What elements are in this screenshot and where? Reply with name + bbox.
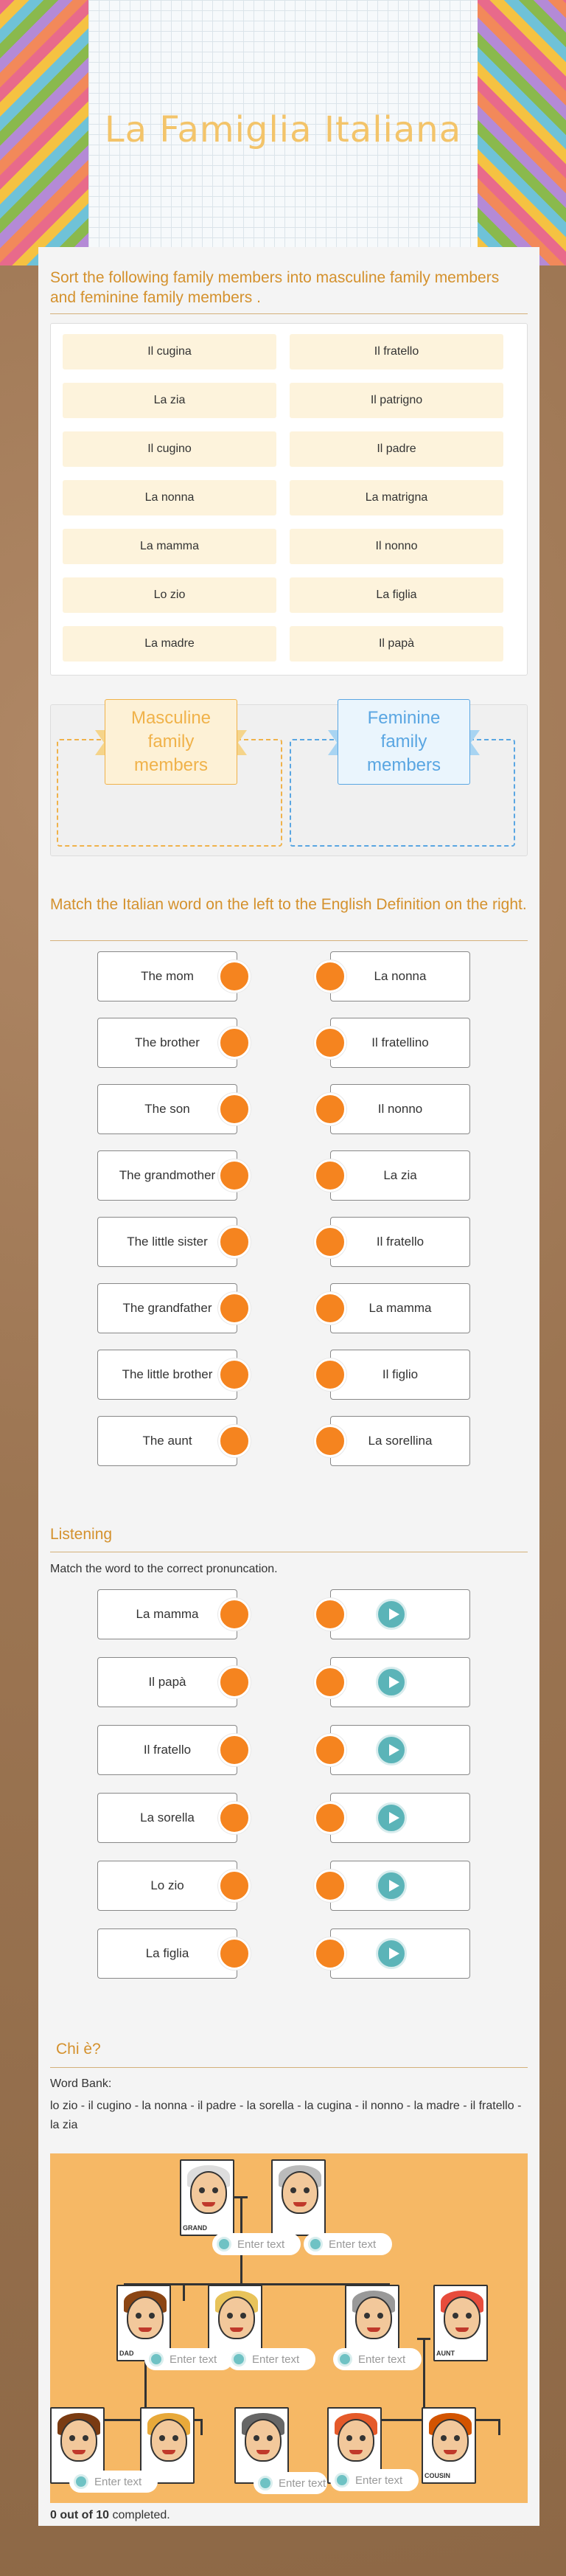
match-right-connector[interactable] [314, 1292, 346, 1325]
play-icon[interactable] [376, 1599, 407, 1630]
match-right-connector[interactable] [314, 1226, 346, 1258]
listening-title: Listening [50, 1526, 113, 1543]
field-placeholder: Enter text [252, 2353, 300, 2366]
sort-item[interactable]: Il nonno [290, 529, 503, 564]
match-left-item: The grandmother [97, 1150, 237, 1201]
answer-field[interactable] [227, 2348, 315, 2370]
sort-item[interactable]: Il patrigno [290, 383, 503, 418]
tree-line [498, 2419, 500, 2435]
sort-item[interactable]: Il padre [290, 431, 503, 467]
tree-line [183, 2283, 185, 2301]
sort-item[interactable]: La matrigna [290, 480, 503, 515]
completion-suffix: completed. [109, 2509, 170, 2521]
chi-title: Chi è? [56, 2041, 101, 2058]
listening-left-connector[interactable] [218, 1869, 251, 1902]
portrait-tag: DAD [119, 2350, 134, 2357]
listening-word: Il fratello [97, 1725, 237, 1775]
sort-item[interactable]: La madre [63, 626, 276, 662]
sort-item[interactable]: La nonna [63, 480, 276, 515]
divider [50, 313, 528, 314]
listening-word: La figlia [97, 1928, 237, 1979]
edit-icon [338, 2352, 352, 2367]
edit-icon [149, 2352, 164, 2367]
tree-line [200, 2419, 203, 2435]
worksheet-panel [38, 247, 539, 2526]
play-icon[interactable] [376, 1938, 407, 1969]
sort-categories-box [50, 704, 528, 856]
match-right-connector[interactable] [314, 960, 346, 993]
match-left-item: The little sister [97, 1217, 237, 1267]
family-tree [50, 2153, 528, 2503]
match-left-connector[interactable] [218, 1292, 251, 1325]
listening-word: Lo zio [97, 1861, 237, 1911]
header-banner [0, 0, 566, 265]
listening-word: La mamma [97, 1589, 237, 1639]
listening-right-connector[interactable] [314, 1598, 346, 1631]
match-right-connector[interactable] [314, 1093, 346, 1125]
completion-count: 0 out of 10 [50, 2509, 110, 2521]
answer-field[interactable] [304, 2233, 392, 2255]
sort-item[interactable]: Il cugina [63, 334, 276, 369]
edit-icon [217, 2237, 231, 2252]
divider [50, 940, 528, 941]
match-right-connector[interactable] [314, 1027, 346, 1059]
portrait-tag: GRAND [183, 2224, 207, 2232]
match-right-connector[interactable] [314, 1358, 346, 1391]
match-right-connector[interactable] [314, 1425, 346, 1457]
field-placeholder: Enter text [237, 2237, 285, 2251]
listening-right-connector[interactable] [314, 1666, 346, 1698]
answer-field[interactable] [330, 2469, 419, 2491]
match-right-item: Il figlio [330, 1350, 470, 1400]
play-icon[interactable] [376, 1667, 407, 1698]
sort-item[interactable]: Il cugino [63, 431, 276, 467]
listening-right-connector[interactable] [314, 1869, 346, 1902]
divider [50, 2067, 528, 2068]
field-placeholder: Enter text [279, 2476, 326, 2490]
word-bank: lo zio - il cugino - la nonna - il padre - la sorella - la cugina - il nonno - la madre - il fratello - la zia [50, 2100, 522, 2131]
masculine-label [101, 708, 241, 775]
answer-field[interactable] [333, 2348, 422, 2370]
sort-item[interactable]: Il papà [290, 626, 503, 662]
match-left-connector[interactable] [218, 960, 251, 993]
edit-icon [335, 2473, 349, 2488]
cousin-boy-portrait [422, 2407, 476, 2484]
match-right-item: Il fratello [330, 1217, 470, 1267]
match-left-item: The aunt [97, 1416, 237, 1466]
page-title: La Famiglia Italiana [104, 109, 462, 150]
match-right-item: Il fratellino [330, 1018, 470, 1068]
match-left-connector[interactable] [218, 1159, 251, 1192]
match-right-connector[interactable] [314, 1159, 346, 1192]
field-placeholder: Enter text [358, 2353, 406, 2366]
field-placeholder: Enter text [355, 2473, 403, 2487]
field-placeholder: Enter text [94, 2475, 142, 2488]
match-left-item: The son [97, 1084, 237, 1134]
play-icon[interactable] [376, 1870, 407, 1901]
listening-word: Il papà [97, 1657, 237, 1707]
match-left-connector[interactable] [218, 1226, 251, 1258]
aunt-portrait [433, 2285, 488, 2361]
sort-item[interactable]: La figlia [290, 577, 503, 613]
match-left-item: The little brother [97, 1350, 237, 1400]
match-left-connector[interactable] [218, 1425, 251, 1457]
feminine-label-text: Feminine family members [338, 699, 470, 785]
field-placeholder: Enter text [329, 2237, 377, 2251]
grandfather-portrait [180, 2159, 234, 2236]
answer-field[interactable] [69, 2471, 158, 2493]
sorting-instruction: Sort the following family members into masculine family members and feminine family members . [50, 269, 500, 306]
feminine-label [334, 708, 474, 775]
match-right-item: La sorellina [330, 1416, 470, 1466]
listening-right-connector[interactable] [314, 1937, 346, 1970]
field-placeholder: Enter text [170, 2353, 217, 2366]
match-left-item: The mom [97, 951, 237, 1001]
word-bank-label: Word Bank: [50, 2077, 112, 2090]
sort-items-box [50, 323, 528, 676]
match-right-item: Il nonno [330, 1084, 470, 1134]
answer-field[interactable] [144, 2348, 233, 2370]
listening-word: La sorella [97, 1793, 237, 1843]
portrait-tag: AUNT [436, 2350, 455, 2357]
listening-right-connector[interactable] [314, 1734, 346, 1766]
edit-icon [74, 2474, 88, 2489]
listening-left-connector[interactable] [218, 1598, 251, 1631]
listening-left-connector[interactable] [218, 1937, 251, 1970]
match-right-item: La mamma [330, 1283, 470, 1333]
sort-item[interactable]: Il fratello [290, 334, 503, 369]
sort-item[interactable]: Lo zio [63, 577, 276, 613]
matching-instruction: Match the Italian word on the left to the English Definition on the right. [50, 896, 527, 913]
match-right-item: La zia [330, 1150, 470, 1201]
edit-icon [231, 2352, 246, 2367]
answer-field[interactable] [212, 2233, 301, 2255]
listening-left-connector[interactable] [218, 1666, 251, 1698]
listening-instruction: Match the word to the correct pronuncation. [50, 1563, 278, 1575]
match-left-item: The brother [97, 1018, 237, 1068]
match-left-connector[interactable] [218, 1358, 251, 1391]
sort-item[interactable]: La mamma [63, 529, 276, 564]
listening-right-connector[interactable] [314, 1802, 346, 1834]
play-icon[interactable] [376, 1802, 407, 1833]
match-left-connector[interactable] [218, 1027, 251, 1059]
completion-status [50, 2509, 170, 2522]
sort-item[interactable]: La zia [63, 383, 276, 418]
match-left-connector[interactable] [218, 1093, 251, 1125]
play-icon[interactable] [376, 1735, 407, 1766]
edit-icon [308, 2237, 323, 2252]
listening-left-connector[interactable] [218, 1734, 251, 1766]
answer-field[interactable] [254, 2472, 327, 2494]
listening-left-connector[interactable] [218, 1802, 251, 1834]
match-right-item: La nonna [330, 951, 470, 1001]
masculine-label-text: Masculine family members [105, 699, 237, 785]
portrait-tag: COUSIN [424, 2472, 451, 2479]
edit-icon [258, 2476, 273, 2490]
match-left-item: The grandfather [97, 1283, 237, 1333]
grandmother-portrait [271, 2159, 326, 2236]
